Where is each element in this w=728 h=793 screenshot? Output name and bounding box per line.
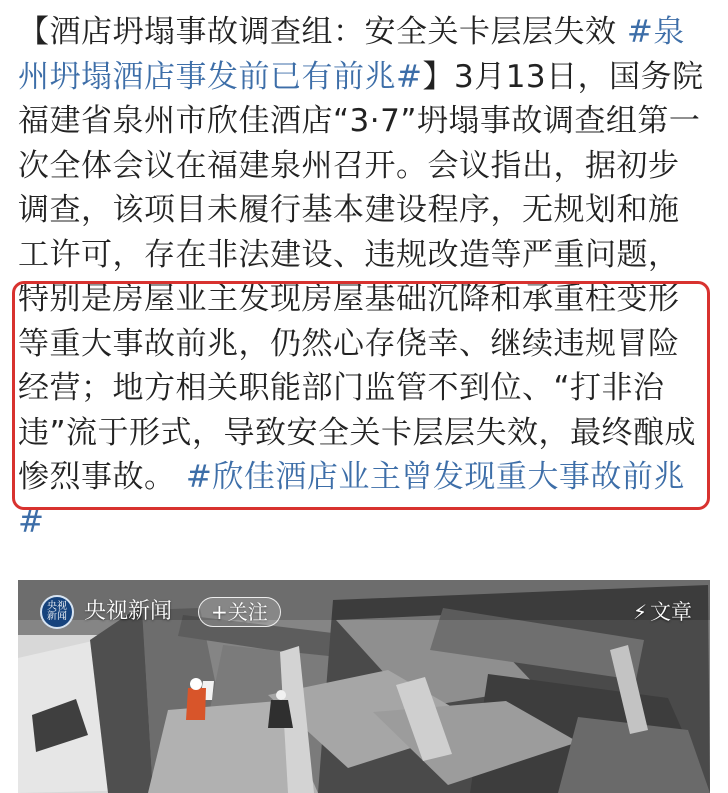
- account-header: [40, 594, 281, 630]
- account-name[interactable]: 央视新闻: [84, 599, 173, 624]
- bolt-icon: ⚡: [632, 600, 647, 624]
- article-tag[interactable]: [633, 600, 692, 624]
- topic-link-1[interactable]: #泉州坍塌酒店事发前已有前兆#: [18, 14, 685, 95]
- news-photo-card[interactable]: [18, 580, 710, 793]
- account-avatar-logo[interactable]: 央视新闻: [40, 595, 74, 629]
- post-body: 】3月13日，国务院福建省泉州市欣佳酒店“3·7”坍塌事故调查组第一次全体会议在福建泉州召开。会议指出，据初步调查，该项目未履行基本建设程序，无规划和施工许可，存在非法建设、违规改造等严重问题，特别是房屋业主发现房屋基础沉降和承重柱变形等重大事故前兆，仍然心存侥幸、继续违规冒险经营；地方相关职能部门监管不到位、“打非治违”流于形式，导致安全关卡层层失效，最终酿成惨烈事故。: [18, 58, 704, 495]
- post-intro: 【酒店坍塌事故调查组：安全关卡层层失效: [18, 14, 627, 50]
- topic-link-2[interactable]: #欣佳酒店业主曾发现重大事故前兆#: [18, 459, 685, 540]
- article-label: 文章: [650, 600, 692, 624]
- post-text: [18, 10, 710, 544]
- follow-button[interactable]: +关注: [198, 597, 281, 627]
- post-paragraph: [18, 10, 710, 544]
